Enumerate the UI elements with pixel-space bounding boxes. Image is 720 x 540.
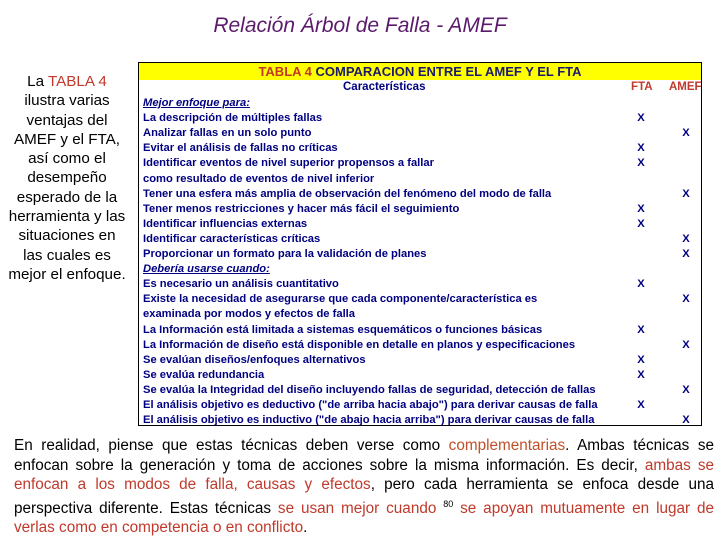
row-label: Se evalúan diseños/enfoques alternativos: [143, 353, 366, 366]
amef-mark: X: [682, 232, 690, 245]
row-label: Tener menos restricciones y hacer más fácil el seguimiento: [143, 202, 460, 215]
row-label: Mejor enfoque para:: [143, 97, 250, 109]
header-fta: FTA: [631, 81, 653, 93]
side-highlight: TABLA 4: [48, 73, 107, 90]
row-label: Analizar fallas en un solo punto: [143, 127, 312, 140]
table-row: [141, 187, 701, 202]
table-row: [141, 368, 701, 383]
table-title: [139, 63, 701, 80]
fta-mark: X: [637, 112, 645, 125]
table-row: [141, 156, 701, 171]
table-title-rest: COMPARACION ENTRE EL AMEF Y EL FTA: [311, 64, 582, 79]
fta-mark: X: [637, 323, 645, 336]
side-text-start: La: [27, 73, 48, 90]
table-row: [141, 383, 701, 398]
amef-mark: X: [682, 187, 690, 200]
page-number: 80: [443, 498, 454, 509]
table-row: [141, 277, 701, 292]
bottom-highlight-4: se apoyan mutuamente en lugar de verlas como en competencia o en conflicto: [14, 499, 714, 537]
row-label: El análisis objetivo es inductivo ("de abajo hacia arriba") para derivar causas de falla: [143, 414, 595, 427]
bottom-highlight-1: complementarias: [448, 437, 566, 454]
header-characteristics: Características: [343, 81, 426, 93]
amef-mark: X: [682, 293, 690, 306]
bottom-highlight-3: se usan mejor cuando: [277, 499, 437, 517]
fta-mark: X: [637, 217, 645, 230]
row-label: Identificar eventos de nivel superior propensos a fallar: [143, 157, 434, 170]
amef-mark: X: [682, 248, 690, 260]
fta-mark: X: [637, 368, 645, 381]
fta-mark: X: [637, 142, 645, 155]
row-label: La descripción de múltiples fallas: [143, 112, 323, 125]
bottom-text-3: , pero cada herramienta se enfoca desde una perspectiva diferente. Estas técnicas: [14, 476, 715, 517]
side-paragraph: [8, 72, 126, 284]
row-label: Identificar características críticas: [143, 232, 321, 245]
bottom-text-4: .: [303, 519, 308, 537]
table-row: [141, 141, 701, 156]
table-row: [141, 202, 701, 217]
fta-mark: X: [637, 399, 645, 411]
amef-mark: X: [682, 383, 690, 396]
header-amef: AMEF: [669, 81, 702, 93]
row-label: Tener una esfera más amplia de observación del fenómeno del modo de falla: [143, 187, 552, 200]
table-row: [141, 111, 701, 126]
bottom-text-2: . Ambas técnicas se enfocan sobre la generación y toma de acciones sobre la misma información. Es decir,: [14, 437, 714, 474]
row-label: examinada por modos y efectos de falla: [143, 308, 356, 321]
table-row: [141, 338, 701, 353]
bottom-text-1: En realidad, piense que estas técnicas deben verse como: [14, 437, 449, 454]
row-label: Se evalúa redundancia: [143, 368, 265, 381]
table-row: [141, 232, 701, 247]
table-row: [141, 172, 701, 187]
row-label: Proporcionar un formato para la validación de planes: [143, 248, 427, 260]
table-title-highlight: TABLA 4: [258, 64, 312, 79]
table-row: [141, 323, 701, 338]
table-row: [141, 292, 701, 307]
fta-mark: X: [637, 202, 645, 215]
row-label: Evitar el análisis de fallas no críticas: [143, 142, 338, 155]
row-label: La Información de diseño está disponible en detalle en planos y especificaciones: [143, 338, 576, 351]
amef-mark: X: [682, 414, 690, 427]
fta-mark: X: [637, 278, 645, 291]
comparison-table: [138, 62, 702, 426]
row-label: Se evalúa la Integridad del diseño incluyendo fallas de seguridad, detección de fallas: [143, 383, 596, 396]
table-row: [141, 247, 701, 262]
table-row: [141, 353, 701, 368]
table-row: [141, 398, 701, 413]
table-row: [141, 217, 701, 232]
row-label: como resultado de eventos de nivel inferior: [143, 172, 375, 185]
table-section-header: [141, 96, 701, 111]
bottom-highlight-2: ambas se enfocan a los modos de falla, causas y efectos: [14, 456, 714, 493]
amef-mark: X: [682, 127, 690, 140]
table-row: [141, 413, 701, 428]
slide-title: Relación Árbol de Falla - AMEF: [213, 14, 507, 37]
row-label: El análisis objetivo es deductivo ("de arriba hacia abajo") para derivar causas de falla: [143, 399, 598, 411]
row-label: La Información está limitada a sistemas esquemáticos o funciones básicas: [143, 323, 543, 336]
table-section-header: [141, 262, 701, 277]
table-row: [141, 126, 701, 141]
row-label: Existe la necesidad de asegurarse que cada componente/característica es: [143, 293, 538, 306]
side-text-rest: ilustra varias ventajas del AMEF y el FTA, así como el desempeño esperado de la herramienta y las situaciones en las cuales es mejor el enfoque.: [8, 92, 126, 283]
row-label: Identificar influencias externas: [143, 217, 308, 230]
row-label: Es necesario un análisis cuantitativo: [143, 278, 339, 291]
row-label: Debería usarse cuando:: [143, 263, 270, 276]
amef-mark: X: [682, 338, 690, 351]
bottom-paragraph: [14, 436, 714, 538]
fta-mark: X: [637, 353, 645, 366]
fta-mark: X: [637, 157, 645, 170]
table-row: [141, 307, 701, 322]
